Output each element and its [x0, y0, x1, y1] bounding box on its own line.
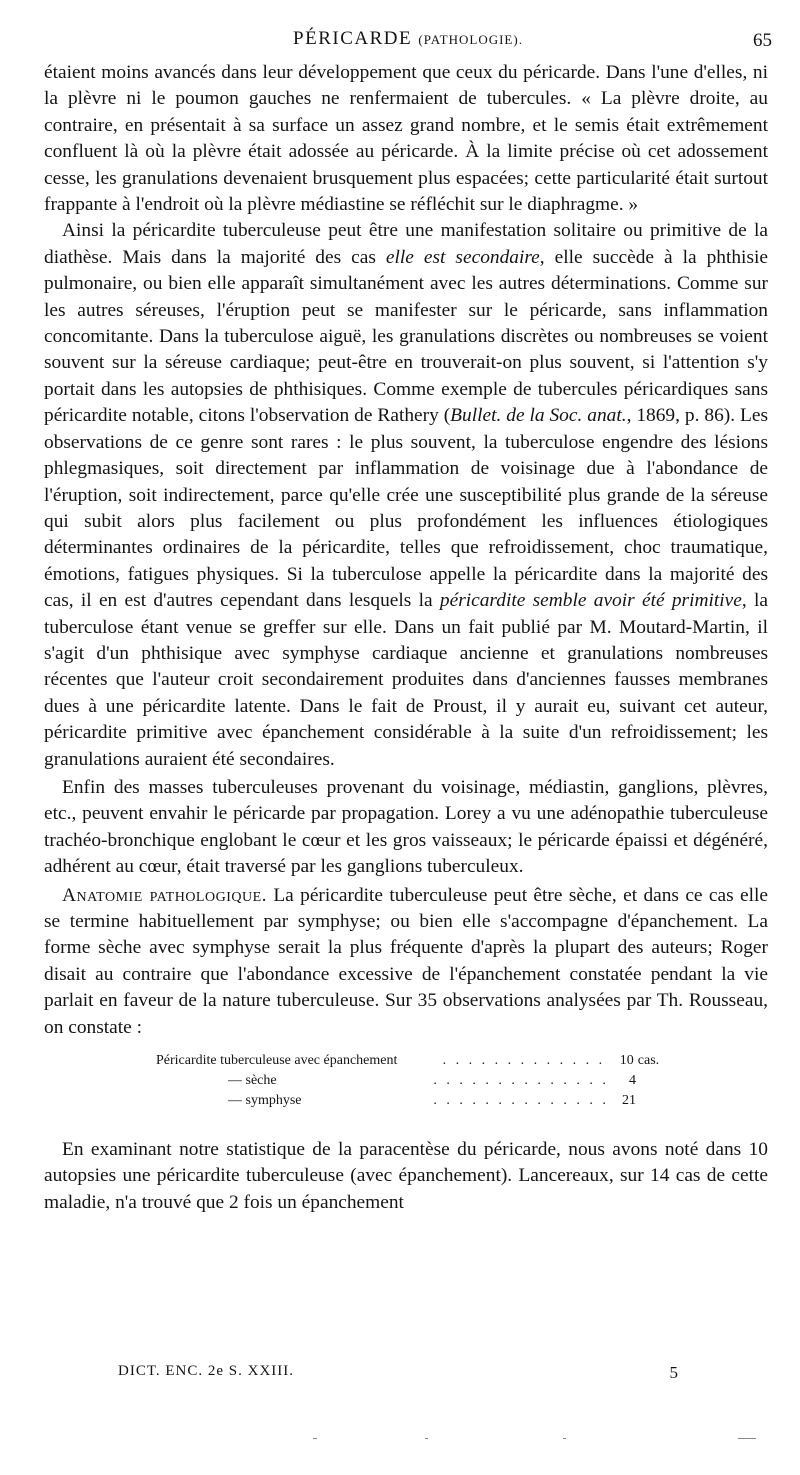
sheet-number: 5 [669, 1363, 678, 1382]
page-header [44, 28, 772, 58]
page-number: 65 [753, 30, 772, 51]
stat-value: 21 [621, 1093, 636, 1109]
paragraph-2 [44, 218, 768, 773]
stat-value: 10 [619, 1053, 634, 1069]
paragraph-2-part-c: , 1869, p. 86). Les observations de ce genre sont rares : le plus souvent, la tuberculose engendre des lésions phlegmasiques, soit directement par inflammation de voisinage due à l'abondance de l'éruption, soit indirectement, parce qu'elle crée une susceptibilité plus grande de la séreuse qui subit alors plus facilement ou plus profondément les influences étiologiques déterminantes ordinaires de la péricardite, telles que refroidissement, choc traumatique, émotions, fatigues physiques. Si la tuberculose appelle la péricardite dans la majorité des cas, il en est d'autres cependant dans lesquels la [44, 405, 768, 612]
statistics-table [156, 1051, 676, 1111]
paragraph-2-part-a: Ainsi la péricardite tuberculeuse peut être une manifestation solitaire ou primitive de la diathèse. Mais dans la majorité des cas [44, 220, 768, 268]
section-heading: Anatomie pathologique. [62, 884, 267, 906]
body-text [44, 60, 768, 1216]
paragraph-2-part-b: , elle succède à la phthisie pulmonaire, ou bien elle apparaît simultanément avec les autres déterminations. Comme sur les autres séreuses, l'éruption peut se manifester sur le péricarde, sans inflammation concomitante. Dans la tuberculose aiguë, les granulations discrètes ou nombreuses se voient souvent sur la séreuse cardiaque; peut-être en trouverait-on plus souvent, si l'attention s'y portait dans les autopsies de phthisiques. Comme exemple de tubercules péricardiques sans péricardite notable, citons l'observation de Rathery ( [44, 246, 768, 427]
leader-dots: . . . . . . . . . . . . . . [433, 1093, 609, 1109]
scan-speck [738, 1438, 756, 1439]
paragraph-4 [44, 883, 768, 1041]
paragraph-3: Enfin des masses tuberculeuses provenant du voisinage, médiastin, ganglions, plèvres, etc., peuvent envahir le péricarde par propagation. Lorey a vu une adénopathie tuberculeuse trachéo-bronchique englobant le cœur et les gros vaisseaux; le péricarde épaissi et dégénéré, adhérent au cœur, était traversé par les ganglions tuberculeux. [44, 776, 768, 878]
page-footer [118, 1363, 678, 1387]
paragraph-1: étaient moins avancés dans leur développement que ceux du péricarde. Dans l'une d'elles, ni la plèvre ni le poumon gauches ne renfermaient de tubercules. « La plèvre droite, au contraire, en présentait à sa surface un assez grand nombre, et le semis était extrêmement confluent là où la plèvre était adossée au péricarde. À la limite précise où cet adossement cesse, les granulations devenaient brusquement plus espacées; cette particularité était surtout frappante à l'endroit où la plèvre médiastine se réfléchit sur le diaphragme. » [44, 62, 768, 216]
stat-label: Péricardite tuberculeuse avec épanchement [156, 1053, 398, 1069]
scan-speck [313, 1438, 317, 1439]
signature-mark: DICT. ENC. 2e S. XXIII. [118, 1363, 295, 1379]
running-title [44, 28, 772, 50]
stat-row [156, 1071, 676, 1091]
stat-row [156, 1051, 676, 1071]
running-title-main: PÉRICARDE [293, 28, 413, 49]
stat-value: 4 [628, 1073, 636, 1089]
running-title-sub: (PATHOLOGIE). [418, 32, 523, 47]
stat-unit: cas. [637, 1053, 660, 1069]
scan-speck [425, 1438, 428, 1439]
emphasis-secondaire: elle est secondaire [385, 246, 540, 268]
paragraph-2-part-d: , la tuberculose étant venue se greffer sur elle. Dans un fait publié par M. Moutard-Martin, il s'agit d'un phthisique avec symphyse cardiaque ancienne et granulations nombreuses récentes que l'auteur croit secondairement produites dans d'anciennes fausses membranes dues à une péricardite latente. Dans le fait de Proust, il y aurait eu, suivant cet auteur, péricardite primitive avec épanchement considérable à la suite d'un refroidissement; les granulations auraient été secondaires. [44, 590, 768, 770]
paragraph-4-text: La péricardite tuberculeuse peut être sèche, et dans ce cas elle se termine habituellement par symphyse; ou bien elle s'accompagne d'épanchement. La forme sèche avec symphyse serait la plus fréquente d'après la plupart des auteurs; Roger disait au contraire que l'abondance excessive de l'épanchement constatée pendant la vie parlait en faveur de la nature tuberculeuse. Sur 35 observations analysées par Th. Rousseau, on constate : [44, 884, 768, 1038]
leader-dots: . . . . . . . . . . . . . [442, 1053, 606, 1069]
leader-dots: . . . . . . . . . . . . . . [433, 1073, 609, 1089]
stat-label: — symphyse [228, 1093, 302, 1109]
citation-bulletin: Bullet. de la Soc. anat. [450, 405, 627, 427]
scan-speck [563, 1438, 566, 1439]
emphasis-primitive: péricardite semble avoir été primitive [439, 590, 742, 612]
stat-row [156, 1091, 676, 1111]
closing-paragraph: En examinant notre statistique de la paracentèse du péricarde, nous avons noté dans 10 autopsies une péricardite tuberculeuse (avec épanchement). Lancereaux, sur 14 cas de cette maladie, n'a trouvé que 2 fois un épanchement [44, 1139, 768, 1213]
stat-label: — sèche [228, 1073, 277, 1089]
